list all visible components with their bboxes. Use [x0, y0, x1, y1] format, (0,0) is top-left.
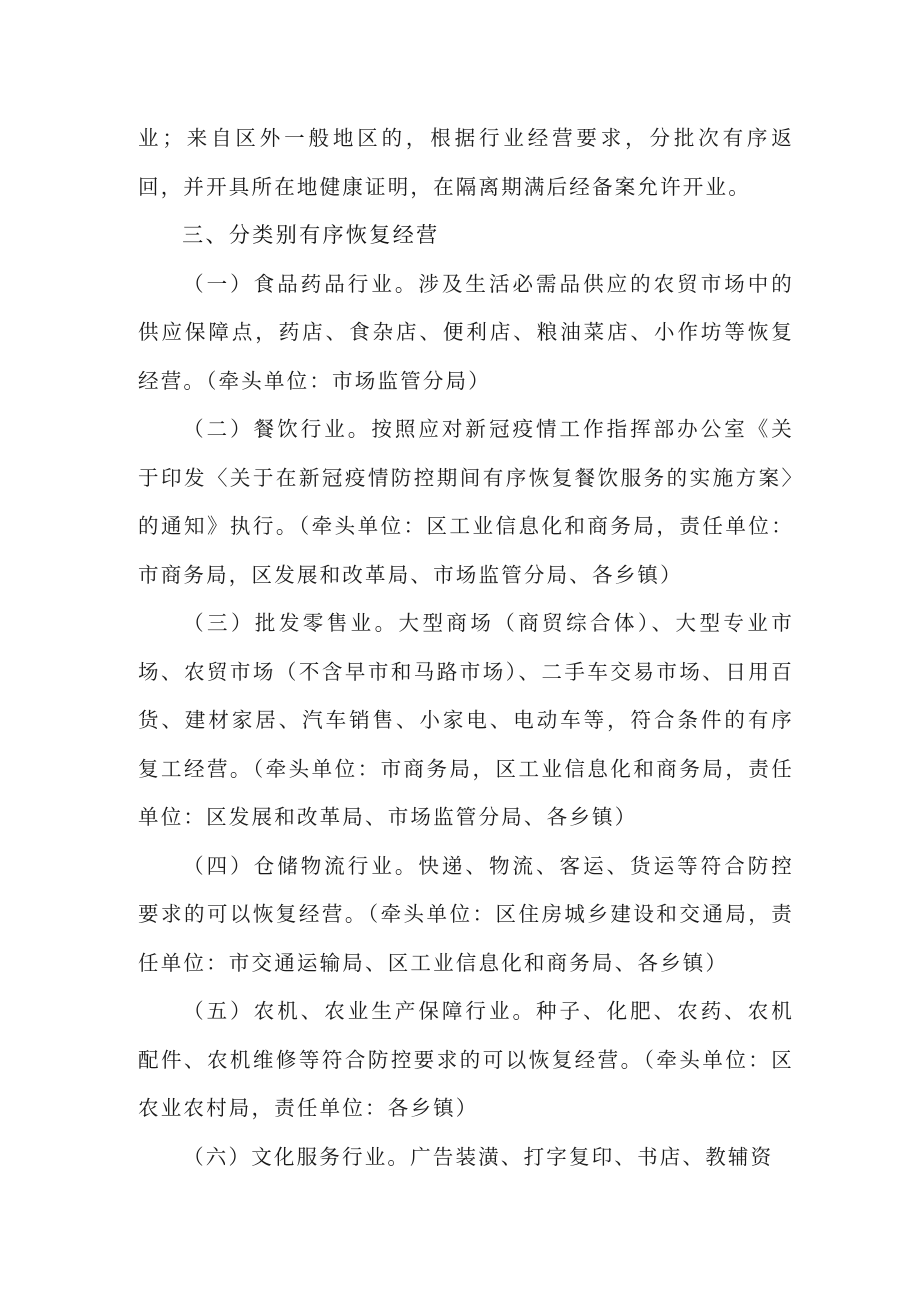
paragraph-food-drug: （一）食品药品行业。涉及生活必需品供应的农贸市场中的供应保障点，药店、食杂店、便利店、粮油菜店、小作坊等恢复经营。（牵头单位：市场监管分局）	[138, 271, 794, 393]
paragraph-catering: （二）餐饮行业。按照应对新冠疫情工作指挥部办公室《关于印发〈关于在新冠疫情防控期间有序恢复餐饮服务的实施方案〉的通知》执行。（牵头单位：区工业信息化和商务局，责任单位：市商务局，区发展和改革局、市场监管分局、各乡镇）	[138, 417, 794, 587]
paragraph-wholesale-retail: （三）批发零售业。大型商场（商贸综合体）、大型专业市场、农贸市场（不含早市和马路市场）、二手车交易市场、日用百货、建材家居、汽车销售、小家电、电动车等，符合条件的有序复工经营。（牵头单位：市商务局，区工业信息化和商务局，责任单位：区发展和改革局、市场监管分局、各乡镇）	[138, 611, 794, 829]
continuation-paragraph: 业；来自区外一般地区的，根据行业经营要求，分批次有序返回，并开具所在地健康证明，在隔离期满后经备案允许开业。	[138, 126, 794, 199]
paragraph-logistics: （四）仓储物流行业。快递、物流、客运、货运等符合防控要求的可以恢复经营。（牵头单位：区住房城乡建设和交通局，责任单位：市交通运输局、区工业信息化和商务局、各乡镇）	[138, 853, 794, 975]
section-heading: 三、分类别有序恢复经营	[182, 223, 440, 247]
paragraph-culture-services: （六）文化服务行业。广告装潢、打字复印、书店、教辅资	[183, 1144, 774, 1169]
document-body	[138, 114, 794, 1181]
paragraph-agriculture: （五）农机、农业生产保障行业。种子、化肥、农药、农机配件、农机维修等符合防控要求的可以恢复经营。（牵头单位：区农业农村局，责任单位：各乡镇）	[138, 999, 794, 1120]
